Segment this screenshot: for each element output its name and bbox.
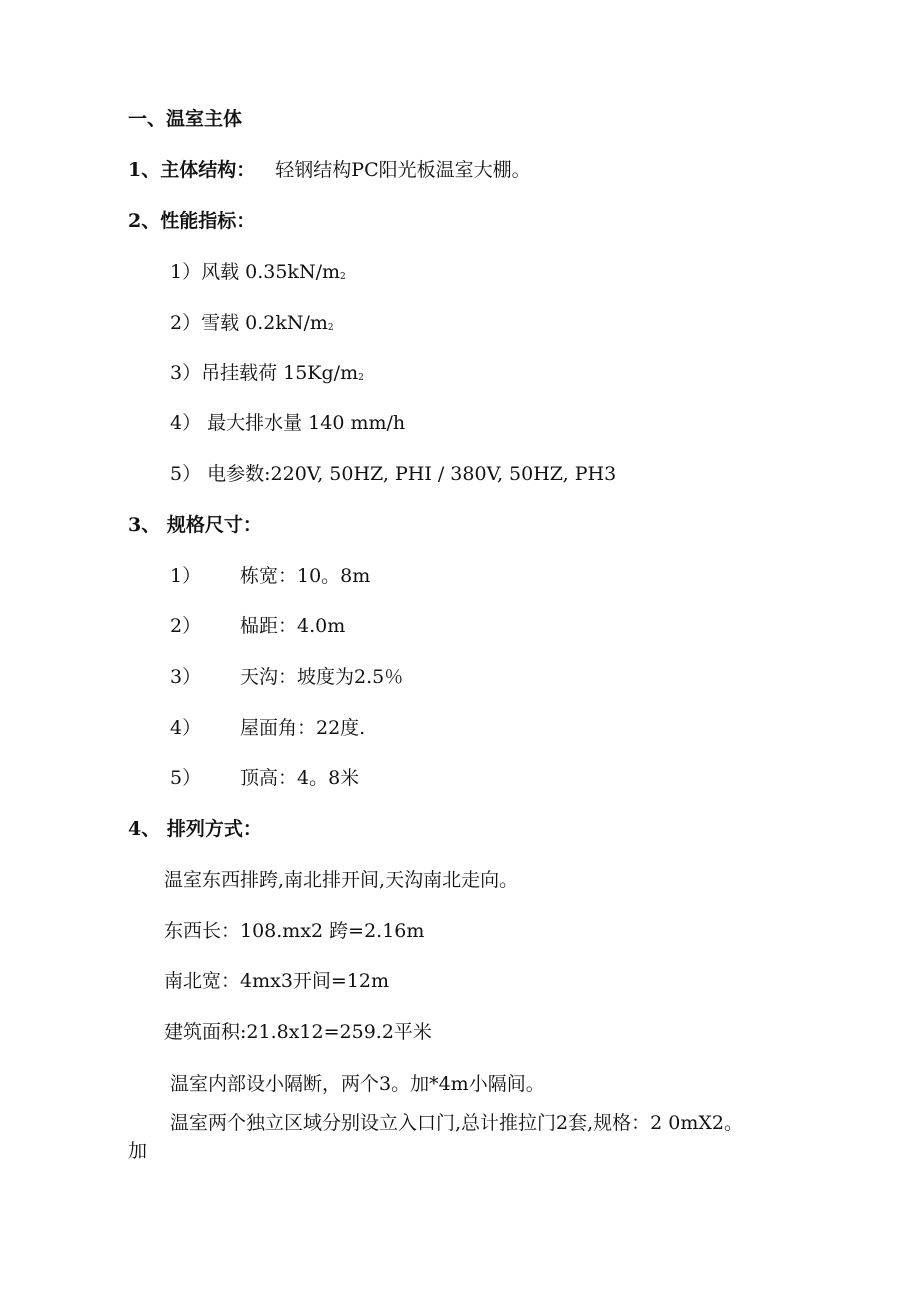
spec-item-num: 3） bbox=[170, 666, 202, 688]
performance-item-text: 5） 电参数:220V, 50HZ, PHI / 380V, 50HZ, PH3 bbox=[170, 463, 617, 485]
spec-item-text: 榀距：4.0m bbox=[240, 615, 346, 637]
main-structure-value: 轻钢结构PC阳光板温室大棚。 bbox=[275, 159, 531, 181]
performance-item bbox=[170, 410, 405, 436]
paragraph: 温室内部设小隔断，两个3。加*4m小隔间。 bbox=[170, 1073, 545, 1095]
performance-item bbox=[170, 461, 616, 487]
layout-line: 南北宽：4mx3开间=12m bbox=[164, 970, 390, 992]
spec-item-num: 4） bbox=[170, 717, 202, 739]
performance-item-text: 3）吊挂载荷 15Kg/m bbox=[170, 362, 359, 384]
paragraph: 温室两个独立区域分别设立入口门,总计推拉门2套,规格：2 0mX2。 bbox=[170, 1112, 744, 1134]
performance-item-suffix: 2 bbox=[340, 272, 346, 282]
performance-item-text: 4） 最大排水量 140 mm/h bbox=[170, 412, 406, 434]
performance-label: 2、性能指标： bbox=[128, 210, 256, 232]
spec-item-text: 天沟：坡度为2.5％ bbox=[240, 666, 404, 688]
layout-label: 4、 排列方式： bbox=[128, 818, 262, 840]
performance-item-suffix: 2 bbox=[358, 373, 364, 383]
performance-item-text: 2）雪载 0.2kN/m bbox=[170, 312, 328, 334]
performance-item-text: 1）风载 0.35kN/m bbox=[170, 261, 340, 283]
main-structure-label: 1、主体结构： bbox=[128, 159, 256, 181]
layout-line: 东西长：108.mx2 跨=2.16m bbox=[164, 920, 425, 942]
spec-label: 3、 规格尺寸： bbox=[128, 514, 262, 536]
spec-item-num: 5） bbox=[170, 767, 202, 789]
main-structure-line bbox=[128, 157, 531, 183]
spec-item bbox=[170, 715, 366, 741]
paragraph-continuation: 加 bbox=[128, 1140, 148, 1162]
spec-item-num: 1） bbox=[170, 565, 202, 587]
spec-item bbox=[170, 664, 404, 690]
layout-line: 建筑面积:21.8x12=259.2平米 bbox=[164, 1021, 432, 1043]
spec-item bbox=[170, 613, 346, 639]
layout-line: 温室东西排跨,南北排开间,天沟南北走向。 bbox=[164, 869, 519, 891]
section-heading: 一、温室主体 bbox=[128, 108, 243, 130]
spec-item-text: 顶高：4。8米 bbox=[240, 767, 360, 789]
spec-item-text: 屋面角：22度. bbox=[240, 717, 366, 739]
spec-item-text: 栋宽：10。8m bbox=[240, 565, 371, 587]
performance-item-suffix: 2 bbox=[327, 323, 334, 333]
performance-item bbox=[170, 310, 334, 341]
spec-item bbox=[170, 563, 371, 589]
spec-item-num: 2） bbox=[170, 615, 202, 637]
spec-item bbox=[170, 765, 360, 791]
performance-item bbox=[170, 360, 364, 391]
performance-item bbox=[170, 259, 346, 290]
